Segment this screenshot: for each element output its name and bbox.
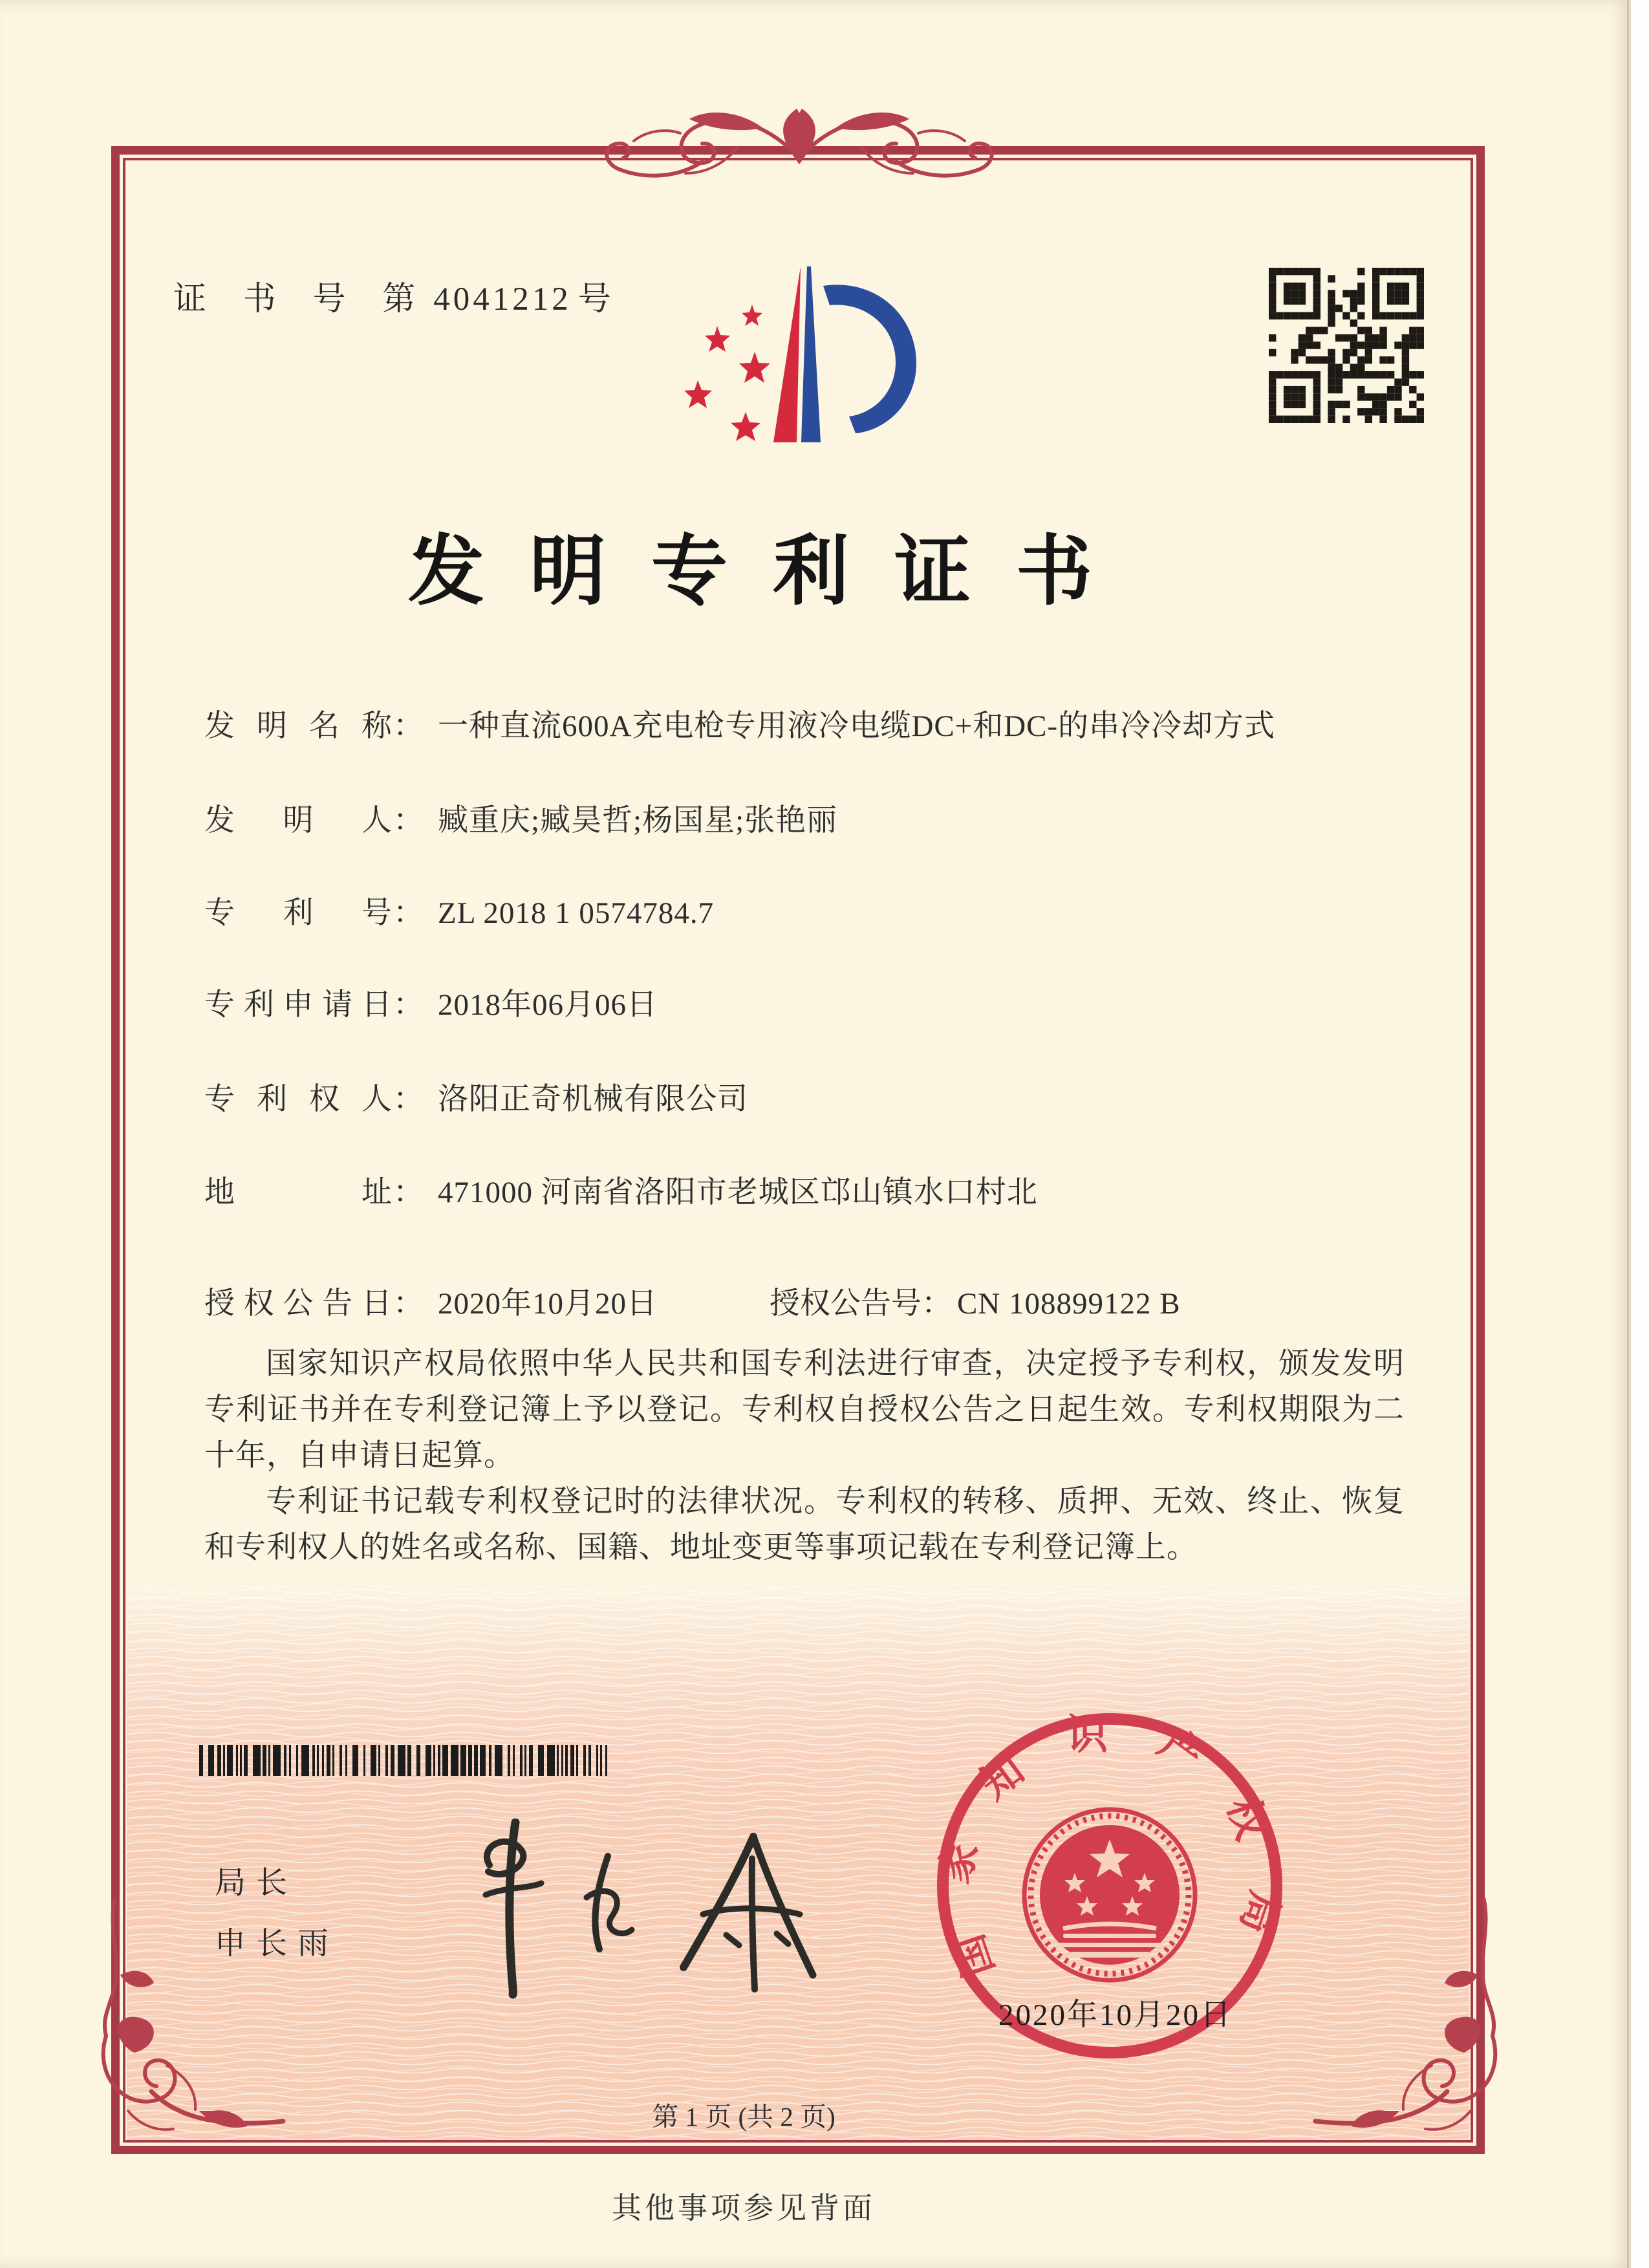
field-label: 发明名称 <box>204 709 392 743</box>
scanner-background <box>1631 0 1649 2268</box>
legal-paragraph: 专利证书记载专利权登记时的法律状况。专利权的转移、质押、无效、终止、恢复和专利权人的姓名或名称、国籍、地址变更等事项记载在专利登记簿上。 <box>204 1485 1405 1564</box>
field-row-address <box>204 1168 1485 1211</box>
paper-edge <box>1627 0 1629 2268</box>
field-value: CN 108899122 B <box>957 1287 1181 1321</box>
corner-floral-ornament-icon <box>1308 1897 1509 2157</box>
field-label: 发明人 <box>204 804 392 837</box>
field-row-invention-name <box>204 702 1485 745</box>
certificate-number-prefix: 证 书 号 第 <box>173 281 430 318</box>
field-value: ZL 2018 1 0574784.7 <box>438 896 715 930</box>
signer-title: 局长 <box>215 1866 298 1900</box>
field-label: 专利权人 <box>204 1083 392 1116</box>
field-row-patent-number <box>204 889 1485 932</box>
colon: ： <box>393 1083 424 1116</box>
back-note: 其他事项参见背面 <box>612 2192 876 2225</box>
field-value: 2020年10月20日 <box>438 1287 658 1321</box>
colon: ： <box>921 1287 952 1321</box>
field-value: 2018年06月06日 <box>438 988 658 1022</box>
field-label: 授权公告号 <box>770 1287 921 1321</box>
colon: ： <box>393 1176 424 1209</box>
colon: ： <box>393 1287 424 1321</box>
field-label: 专利号 <box>204 896 392 930</box>
certificate-title: 发明专利证书 <box>407 530 1137 614</box>
seal-arc-text: 国家知识产权局 <box>931 1711 1289 1983</box>
field-grant-number <box>770 1279 1181 1323</box>
field-label: 地址 <box>204 1176 392 1209</box>
signature-icon <box>475 1819 824 2000</box>
field-row-inventors <box>204 796 1485 839</box>
legal-paragraph: 国家知识产权局依照中华人民共和国专利法进行审查，决定授予专利权，颁发发明专利证书并在专利登记簿上予以登记。专利权自授权公告之日起生效。专利权期限为二十年，自申请日起算。 <box>204 1347 1405 1473</box>
field-value: 洛阳正奇机械有限公司 <box>438 1083 748 1116</box>
colon: ： <box>393 988 424 1022</box>
field-value: 471000 河南省洛阳市老城区邙山镇水口村北 <box>438 1176 1038 1209</box>
field-row-grant <box>204 1279 1485 1323</box>
certificate-number-suffix: 号 <box>577 281 611 318</box>
top-scroll-ornament-icon <box>569 102 1029 191</box>
qr-code-icon <box>1269 268 1424 423</box>
field-row-patentee <box>204 1075 1485 1118</box>
certificate-number-value: 4041212 <box>433 281 572 318</box>
barcode-icon <box>199 1745 613 1776</box>
field-label: 专利申请日 <box>204 988 392 1022</box>
field-value: 一种直流600A充电枪专用液冷电缆DC+和DC-的串冷冷却方式 <box>438 709 1276 743</box>
legal-text <box>204 1341 1405 1571</box>
signer-name: 申长雨 <box>215 1927 339 1961</box>
colon: ： <box>393 896 424 930</box>
colon: ： <box>393 804 424 837</box>
page-number: 第 1 页 (共 2 页) <box>652 2102 835 2132</box>
field-row-filing-date <box>204 980 1485 1024</box>
field-label: 授权公告日 <box>204 1287 392 1321</box>
colon: ： <box>393 709 424 743</box>
cnipa-patent-logo-icon <box>682 254 920 451</box>
field-value: 臧重庆;臧昊哲;杨国星;张艳丽 <box>438 804 838 837</box>
certificate-number <box>173 272 611 319</box>
seal-date: 2020年10月20日 <box>998 1998 1233 2032</box>
